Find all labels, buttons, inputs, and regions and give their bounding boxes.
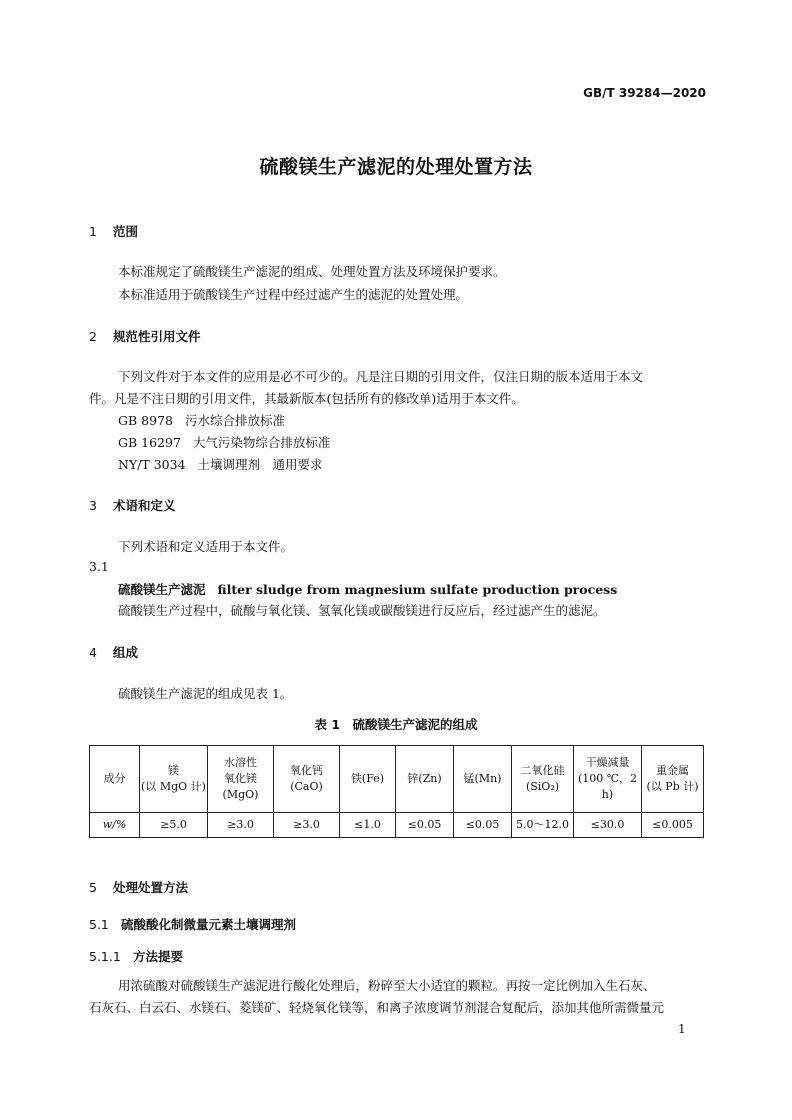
table-cell: ≤0.005 — [642, 813, 704, 838]
header-line: (MgO) — [222, 788, 259, 801]
section-5-heading — [89, 878, 188, 896]
section-number: 4 — [89, 645, 97, 660]
header-line: 干燥减量 — [585, 756, 630, 769]
table-header-cell — [140, 746, 208, 813]
section-title: 术语和定义 — [113, 498, 176, 513]
paragraph: 下列术语和定义适用于本文件。 — [118, 539, 294, 554]
header-line: 水溶性 — [224, 756, 257, 769]
section-title: 范围 — [113, 224, 139, 239]
term-entry — [118, 580, 617, 598]
header-line: 二氧化硅 — [520, 764, 565, 777]
term-english: filter sludge from magnesium sulfate production process — [217, 582, 618, 597]
table-cell: ≥3.0 — [274, 813, 340, 838]
header-line: 镁 — [168, 764, 179, 777]
table-cell: w/% — [90, 813, 140, 838]
paragraph: 件。凡是不注日期的引用文件，其最新版本(包括所有的修改单)适用于本文件。 — [89, 391, 524, 406]
table-row — [90, 813, 704, 838]
reference-title: 大气污染物综合排放标准 — [192, 435, 331, 450]
section-number: 5.1 — [89, 917, 109, 932]
table-header-cell — [642, 746, 704, 813]
table-header-cell — [396, 746, 454, 813]
section-4-heading — [89, 643, 138, 661]
table-header-cell — [208, 746, 274, 813]
paragraph: 本标准适用于硫酸镁生产过程中经过滤产生的滤泥的处置处理。 — [118, 287, 469, 302]
paragraph: 本标准规定了硫酸镁生产滤泥的组成、处理处置方法及环境保护要求。 — [118, 264, 506, 279]
header-line: (CaO) — [290, 780, 323, 793]
table-header-cell — [574, 746, 642, 813]
section-number: 2 — [89, 329, 97, 344]
standard-number: GB/T 39284—2020 — [583, 86, 706, 100]
document-title: 硫酸镁生产滤泥的处理处置方法 — [259, 156, 533, 178]
table-header-cell — [454, 746, 512, 813]
section-2-heading — [89, 327, 201, 345]
section-1-heading — [89, 222, 138, 240]
section-title: 组成 — [113, 645, 139, 660]
header-line: (以 Pb 计) — [646, 780, 699, 793]
row-label: 成分 — [103, 772, 126, 785]
table-header-cell — [274, 746, 340, 813]
section-3-heading — [89, 496, 176, 514]
section-number: 1 — [89, 224, 97, 239]
table-cell: 5.0～12.0 — [512, 813, 574, 838]
section-title: 硫酸酸化制微量元素土壤调理剂 — [121, 917, 297, 932]
header-line: (以 MgO 计) — [141, 780, 206, 793]
table-cell: ≤1.0 — [340, 813, 396, 838]
table-cell: ≤30.0 — [574, 813, 642, 838]
table-header-cell — [340, 746, 396, 813]
reference-item — [118, 455, 323, 473]
term-chinese: 硫酸镁生产滤泥 — [118, 582, 206, 597]
table-header-cell — [512, 746, 574, 813]
header-line: 氧化钙 — [290, 764, 323, 777]
table-cell: ≤0.05 — [454, 813, 512, 838]
section-number: 5.1.1 — [89, 949, 121, 964]
table-cell: ≥5.0 — [140, 813, 208, 838]
section-title: 处理处置方法 — [113, 880, 189, 895]
table-caption: 表 1 硫酸镁生产滤泥的组成 — [314, 717, 478, 732]
table-cell: ≥3.0 — [208, 813, 274, 838]
header-line: 锌(Zn) — [407, 772, 442, 785]
header-line: (100 ℃，2 h) — [577, 772, 638, 801]
header-line: (SiO₂) — [525, 780, 560, 793]
reference-code: NY/T 3034 — [118, 457, 186, 472]
subsection-5-1-1-heading — [89, 947, 183, 965]
paragraph: 用浓硫酸对硫酸镁生产滤泥进行酸化处理后，粉碎至大小适宜的颗粒。再按一定比例加入生石灰、 — [118, 978, 656, 993]
table-header-row — [90, 746, 704, 813]
header-line: 氧化镁 — [224, 772, 257, 785]
term-number: 3.1 — [89, 559, 109, 574]
header-line: 重金属 — [656, 764, 689, 777]
composition-table — [89, 745, 704, 838]
table-cell: ≤0.05 — [396, 813, 454, 838]
section-title: 方法提要 — [133, 949, 184, 964]
header-line: 锰(Mn) — [463, 772, 502, 785]
paragraph: 下列文件对于本文件的应用是必不可少的。凡是注日期的引用文件，仅注日期的版本适用于本文 — [118, 369, 644, 384]
paragraph: 硫酸镁生产滤泥的组成见表 1。 — [118, 686, 293, 701]
subsection-5-1-heading — [89, 915, 296, 933]
section-number: 3 — [89, 498, 97, 513]
term-definition: 硫酸镁生产过程中，硫酸与氧化镁、氢氧化镁或碳酸镁进行反应后，经过滤产生的滤泥。 — [118, 603, 606, 618]
reference-code: GB 8978 — [118, 413, 173, 428]
section-title: 规范性引用文件 — [113, 329, 201, 344]
section-number: 5 — [89, 880, 97, 895]
reference-title: 土壤调理剂 通用要求 — [197, 457, 323, 472]
reference-item — [118, 411, 285, 429]
table-header-cell — [90, 746, 140, 813]
reference-code: GB 16297 — [118, 435, 181, 450]
header-line: 铁(Fe) — [350, 772, 385, 785]
reference-item — [118, 433, 330, 451]
page-number: 1 — [678, 1022, 686, 1036]
reference-title: 污水综合排放标准 — [184, 413, 285, 428]
paragraph: 石灰石、白云石、水镁石、菱镁矿、轻烧氧化镁等，和离子浓度调节剂混合复配后，添加其他所需微量元 — [89, 1000, 665, 1015]
